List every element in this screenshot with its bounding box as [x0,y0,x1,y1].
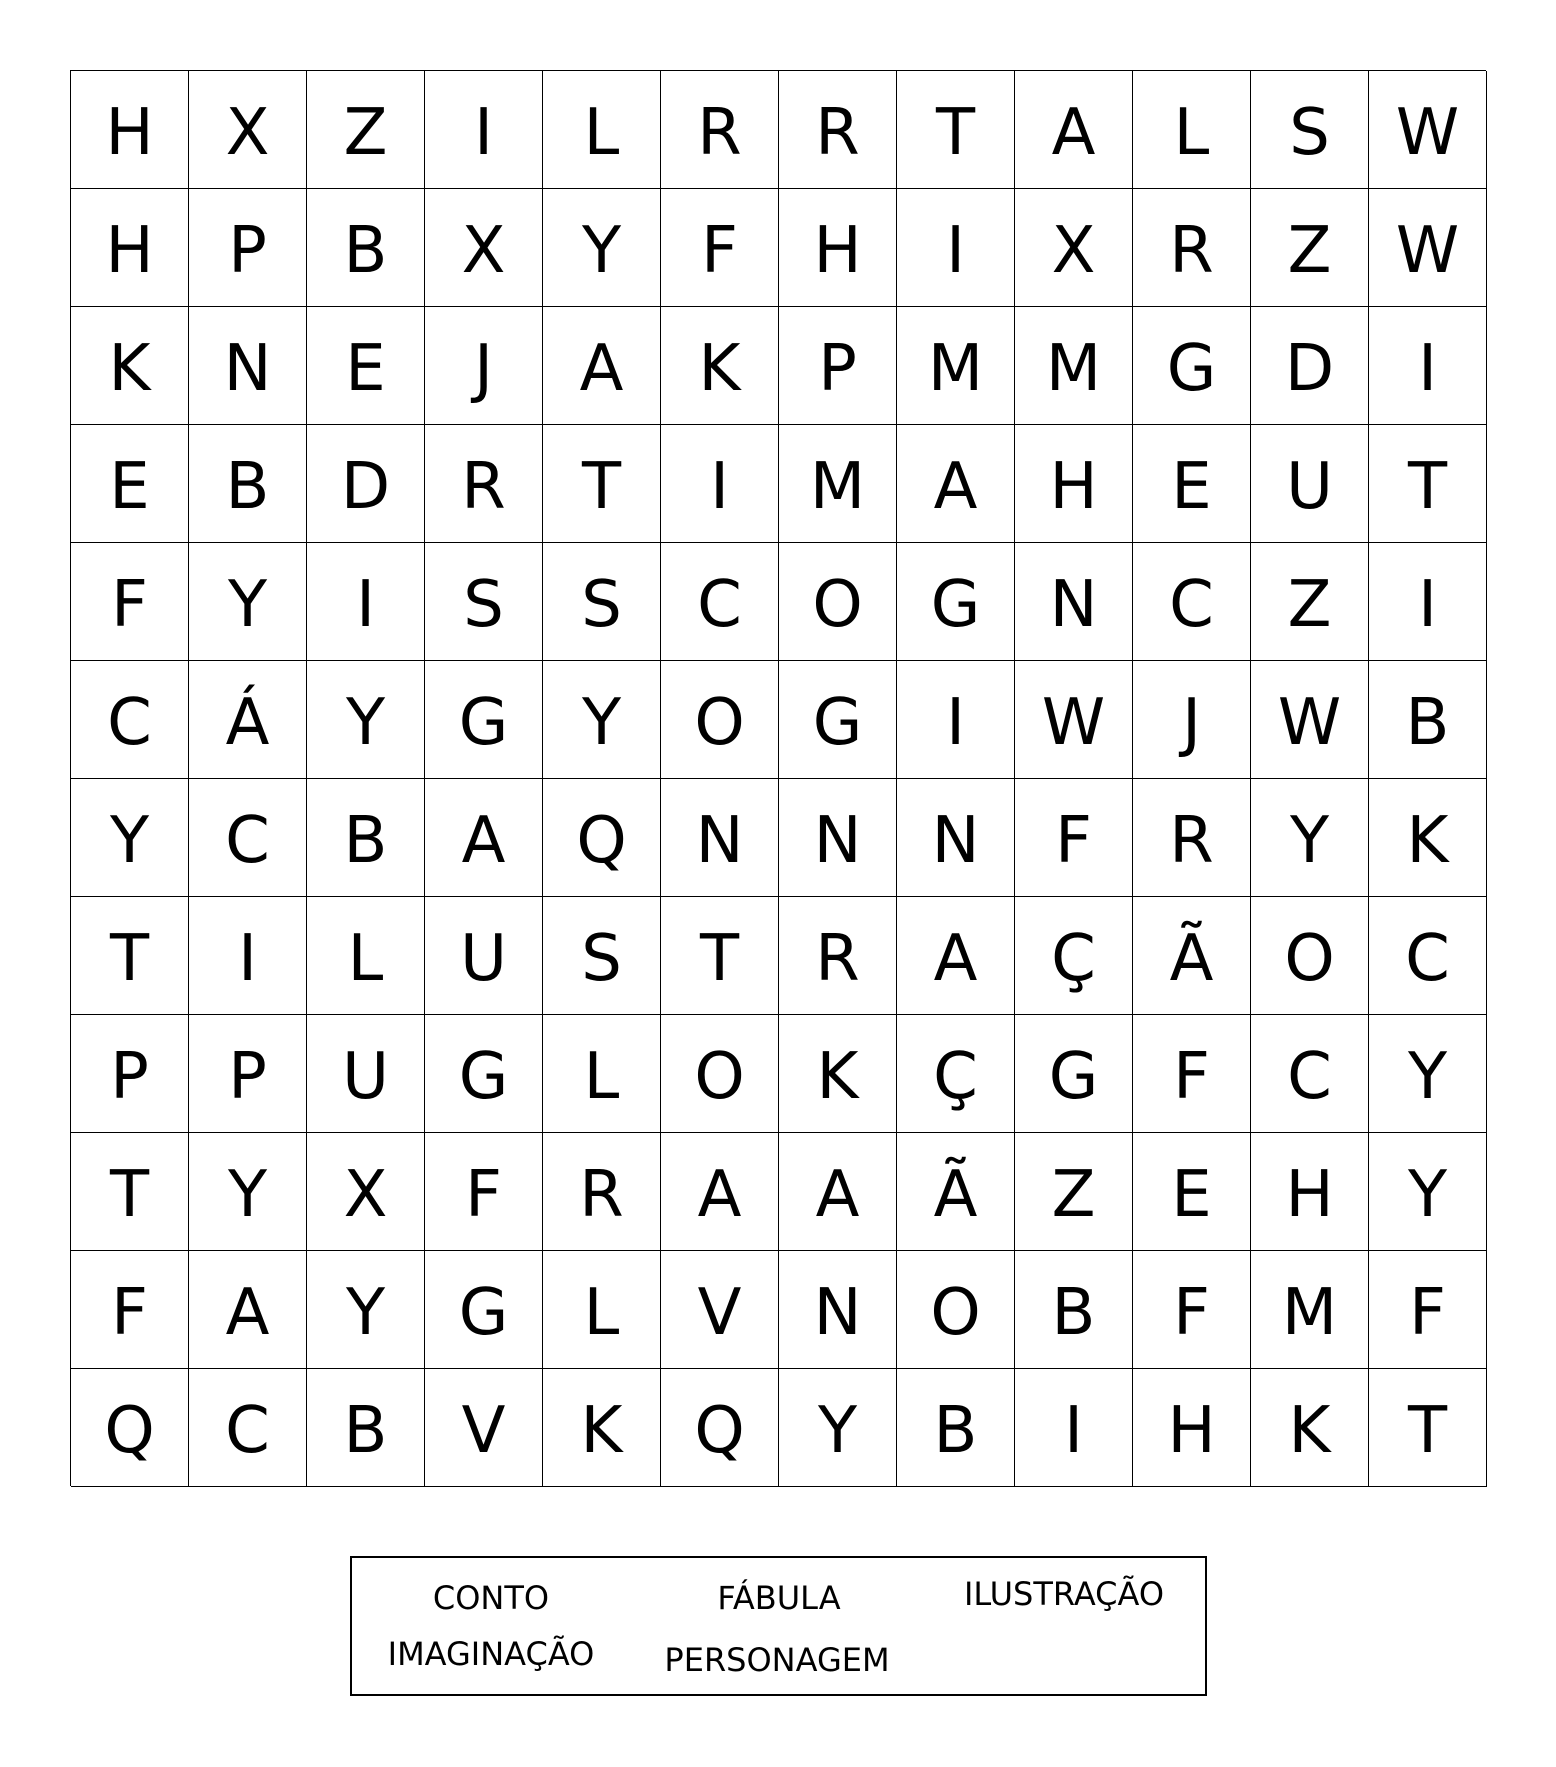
grid-cell[interactable]: A [897,897,1015,1015]
grid-cell[interactable]: Ç [1015,897,1133,1015]
grid-cell[interactable]: W [1369,71,1487,189]
grid-cell[interactable]: X [425,189,543,307]
grid-cell[interactable]: N [1015,543,1133,661]
grid-cell[interactable]: C [71,661,189,779]
grid-cell[interactable]: I [661,425,779,543]
grid-cell[interactable]: G [425,1015,543,1133]
grid-cell[interactable]: Y [189,1133,307,1251]
grid-cell[interactable]: Z [1251,189,1369,307]
grid-cell[interactable]: O [897,1251,1015,1369]
grid-cell[interactable]: X [1015,189,1133,307]
grid-cell[interactable]: B [1015,1251,1133,1369]
grid-cell[interactable]: I [897,661,1015,779]
grid-cell[interactable]: B [897,1369,1015,1487]
grid-cell[interactable]: V [425,1369,543,1487]
grid-cell[interactable]: Z [1251,543,1369,661]
grid-cell[interactable]: Y [543,189,661,307]
grid-cell[interactable]: M [897,307,1015,425]
grid-cell[interactable]: Y [1251,779,1369,897]
grid-cell[interactable]: K [71,307,189,425]
grid-cell[interactable]: F [1369,1251,1487,1369]
grid-cell[interactable]: B [307,1369,425,1487]
grid-cell[interactable]: N [897,779,1015,897]
grid-cell[interactable]: T [897,71,1015,189]
grid-cell[interactable]: A [543,307,661,425]
grid-cell[interactable]: U [307,1015,425,1133]
grid-cell[interactable]: W [1369,189,1487,307]
grid-cell[interactable]: W [1251,661,1369,779]
grid-cell[interactable]: A [897,425,1015,543]
grid-cell[interactable]: C [1369,897,1487,1015]
grid-cell[interactable]: K [1251,1369,1369,1487]
grid-cell[interactable]: Q [543,779,661,897]
grid-cell[interactable]: H [71,71,189,189]
grid-cell[interactable]: L [543,71,661,189]
grid-cell[interactable]: L [307,897,425,1015]
grid-cell[interactable]: V [661,1251,779,1369]
grid-cell[interactable]: I [425,71,543,189]
grid-cell[interactable]: H [779,189,897,307]
grid-cell[interactable]: C [1251,1015,1369,1133]
grid-cell[interactable]: C [1133,543,1251,661]
grid-cell[interactable]: S [543,543,661,661]
grid-cell[interactable]: Q [71,1369,189,1487]
grid-cell[interactable]: H [1015,425,1133,543]
word-bank [350,1556,1207,1696]
grid-cell[interactable]: X [189,71,307,189]
grid-cell[interactable]: H [1133,1369,1251,1487]
grid-cell[interactable]: L [1133,71,1251,189]
grid-cell[interactable]: F [661,189,779,307]
word-item: IMAGINAÇÃO [387,1635,595,1673]
grid-cell[interactable]: Y [307,661,425,779]
grid-cell[interactable]: W [1015,661,1133,779]
grid-cell[interactable]: F [1133,1015,1251,1133]
grid-cell[interactable]: T [543,425,661,543]
grid-cell[interactable]: P [779,307,897,425]
grid-cell[interactable]: Á [189,661,307,779]
grid-cell[interactable]: I [1369,307,1487,425]
grid-cell[interactable]: A [779,1133,897,1251]
grid-cell[interactable]: X [307,1133,425,1251]
grid-cell[interactable]: P [71,1015,189,1133]
letter-grid [70,70,1486,1486]
grid-cell[interactable]: Ã [897,1133,1015,1251]
grid-cell[interactable]: H [1251,1133,1369,1251]
grid-cell[interactable]: J [1133,661,1251,779]
grid-cell[interactable]: K [779,1015,897,1133]
grid-cell[interactable]: R [1133,779,1251,897]
grid-cell[interactable]: M [1015,307,1133,425]
grid-cell[interactable]: R [661,71,779,189]
grid-cell[interactable]: A [1015,71,1133,189]
grid-cell[interactable]: S [425,543,543,661]
grid-cell[interactable]: G [425,1251,543,1369]
grid-cell[interactable]: R [425,425,543,543]
grid-cell[interactable]: P [189,189,307,307]
grid-cell[interactable]: T [1369,1369,1487,1487]
grid-cell[interactable]: R [779,897,897,1015]
grid-cell[interactable]: E [1133,425,1251,543]
grid-cell[interactable]: S [543,897,661,1015]
grid-cell[interactable]: F [71,1251,189,1369]
grid-cell[interactable]: Q [661,1369,779,1487]
grid-cell[interactable]: B [307,189,425,307]
grid-cell[interactable]: B [307,779,425,897]
grid-cell[interactable]: Y [543,661,661,779]
grid-cell[interactable]: Z [1015,1133,1133,1251]
grid-cell[interactable]: N [661,779,779,897]
grid-cell[interactable]: E [71,425,189,543]
grid-cell[interactable]: C [189,1369,307,1487]
grid-cell[interactable]: S [1251,71,1369,189]
grid-cell[interactable]: K [661,307,779,425]
grid-cell[interactable]: Y [779,1369,897,1487]
grid-cell[interactable]: N [779,779,897,897]
grid-cell[interactable]: Y [71,779,189,897]
word-item: ILUSTRAÇÃO [963,1575,1165,1613]
grid-cell[interactable]: O [779,543,897,661]
grid-cell[interactable]: Y [1369,1133,1487,1251]
grid-cell[interactable]: A [661,1133,779,1251]
grid-cell[interactable]: U [425,897,543,1015]
grid-cell[interactable]: Y [307,1251,425,1369]
grid-cell[interactable]: Y [189,543,307,661]
word-item: CONTO [432,1579,550,1617]
grid-cell[interactable]: T [661,897,779,1015]
grid-cell[interactable]: A [189,1251,307,1369]
grid-cell[interactable]: F [1133,1251,1251,1369]
grid-cell[interactable]: Ç [897,1015,1015,1133]
grid-cell[interactable]: A [425,779,543,897]
grid-cell[interactable]: L [543,1251,661,1369]
grid-cell[interactable]: F [1015,779,1133,897]
grid-cell[interactable]: E [307,307,425,425]
grid-cell[interactable]: N [779,1251,897,1369]
grid-cell[interactable]: I [307,543,425,661]
word-item: FÁBULA [717,1579,841,1617]
grid-cell[interactable]: F [71,543,189,661]
grid-cell[interactable]: G [425,661,543,779]
grid-cell[interactable]: O [661,1015,779,1133]
grid-cell[interactable]: C [661,543,779,661]
grid-cell[interactable]: M [779,425,897,543]
grid-cell[interactable]: L [543,1015,661,1133]
grid-cell[interactable]: C [189,779,307,897]
word-item: PERSONAGEM [664,1641,890,1679]
grid-cell[interactable]: R [1133,189,1251,307]
grid-cell[interactable]: E [1133,1133,1251,1251]
grid-cell[interactable]: D [1251,307,1369,425]
grid-cell[interactable]: N [189,307,307,425]
grid-cell[interactable]: O [661,661,779,779]
grid-cell[interactable]: F [425,1133,543,1251]
grid-cell[interactable]: B [189,425,307,543]
grid-cell[interactable]: J [425,307,543,425]
grid-cell[interactable]: I [1369,543,1487,661]
grid-cell[interactable]: Y [1369,1015,1487,1133]
grid-cell[interactable]: D [307,425,425,543]
grid-cell[interactable]: T [1369,425,1487,543]
grid-cell[interactable]: G [779,661,897,779]
grid-cell[interactable]: K [1369,779,1487,897]
grid-cell[interactable]: K [543,1369,661,1487]
grid-cell[interactable]: G [897,543,1015,661]
grid-cell[interactable]: H [71,189,189,307]
grid-cell[interactable]: Ã [1133,897,1251,1015]
grid-cell[interactable]: G [1015,1015,1133,1133]
grid-cell[interactable]: R [543,1133,661,1251]
grid-cell[interactable]: U [1251,425,1369,543]
grid-cell[interactable]: Z [307,71,425,189]
grid-cell[interactable]: O [1251,897,1369,1015]
grid-cell[interactable]: I [1015,1369,1133,1487]
grid-cell[interactable]: B [1369,661,1487,779]
grid-cell[interactable]: I [897,189,1015,307]
grid-cell[interactable]: T [71,897,189,1015]
grid-cell[interactable]: M [1251,1251,1369,1369]
grid-cell[interactable]: P [189,1015,307,1133]
grid-cell[interactable]: I [189,897,307,1015]
grid-cell[interactable]: R [779,71,897,189]
grid-cell[interactable]: G [1133,307,1251,425]
grid-cell[interactable]: T [71,1133,189,1251]
